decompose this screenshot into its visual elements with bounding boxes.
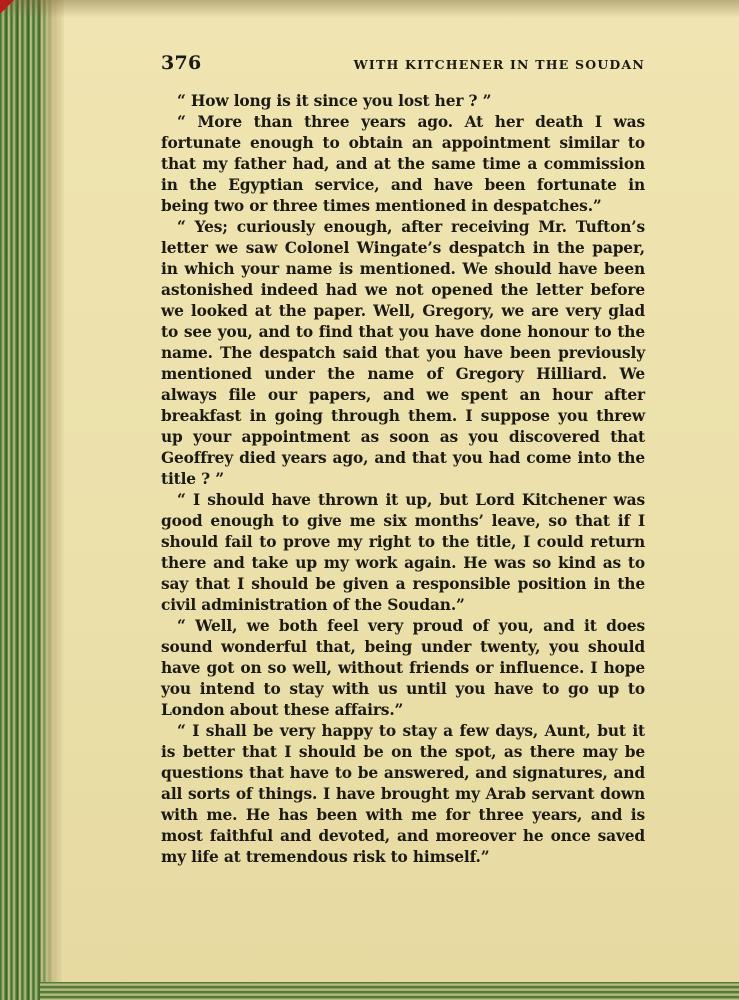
paragraph: “ Yes; curiously enough, after receiving Mr. Tufton’s letter we saw Colonel Wingate’s despatch in the paper, in which your name is mentioned. We should have been astonished indeed had we not opened the letter before we looked at the paper. Well, Gregory, we are very glad to see you, and to find that you have done honour to the name. The despatch said that you have been previously mentioned under the name of Gregory Hilliard. We always file our papers, and we spent an hour after breakfast in going through them. I suppose you threw up your appointment as soon as you discovered that Geoffrey died years ago, and that you had come into the title ? ” (161, 218, 645, 488)
paragraph: “ I should have thrown it up, but Lord Kitchener was good enough to give me six months’ leave, so that if I should fail to prove my right to the title, I could return there and take up my work again. He was so kind as to say that I should be given a responsible position in the civil administration of the Soudan.” (161, 491, 645, 614)
paragraph: “ How long is it since you lost her ? ” (177, 92, 492, 110)
running-title: WITH KITCHENER IN THE SOUDAN (353, 57, 645, 72)
red-corner-mark (0, 0, 14, 14)
gutter-shadow (38, 0, 64, 1000)
paragraph: “ Well, we both feel very proud of you, and it does sound wonderful that, being under twenty, you should have got on so well, without friends or influence. I hope you intend to stay with us until you have to go up to London about these affairs.” (161, 617, 645, 719)
body-text (161, 91, 645, 868)
page-header (161, 52, 645, 76)
paragraph: “ More than three years ago. At her death I was fortunate enough to obtain an appointment similar to that my father had, and at the same time a commission in the Egyptian service, and have been fortunate in being two or three times mentioned in despatches.” (161, 113, 645, 215)
page-edge-bottom (40, 982, 739, 1000)
top-shadow (0, 0, 739, 18)
page-number: 376 (161, 52, 202, 74)
paragraph: “ I shall be very happy to stay a few days, Aunt, but it is better that I should be on the spot, as there may be questions that have to be answered, and signatures, and all sorts of things. I have brought my Arab servant down with me. He has been with me for three years, and is most faithful and devoted, and moreover he once saved my life at tremendous risk to himself.” (161, 722, 645, 866)
